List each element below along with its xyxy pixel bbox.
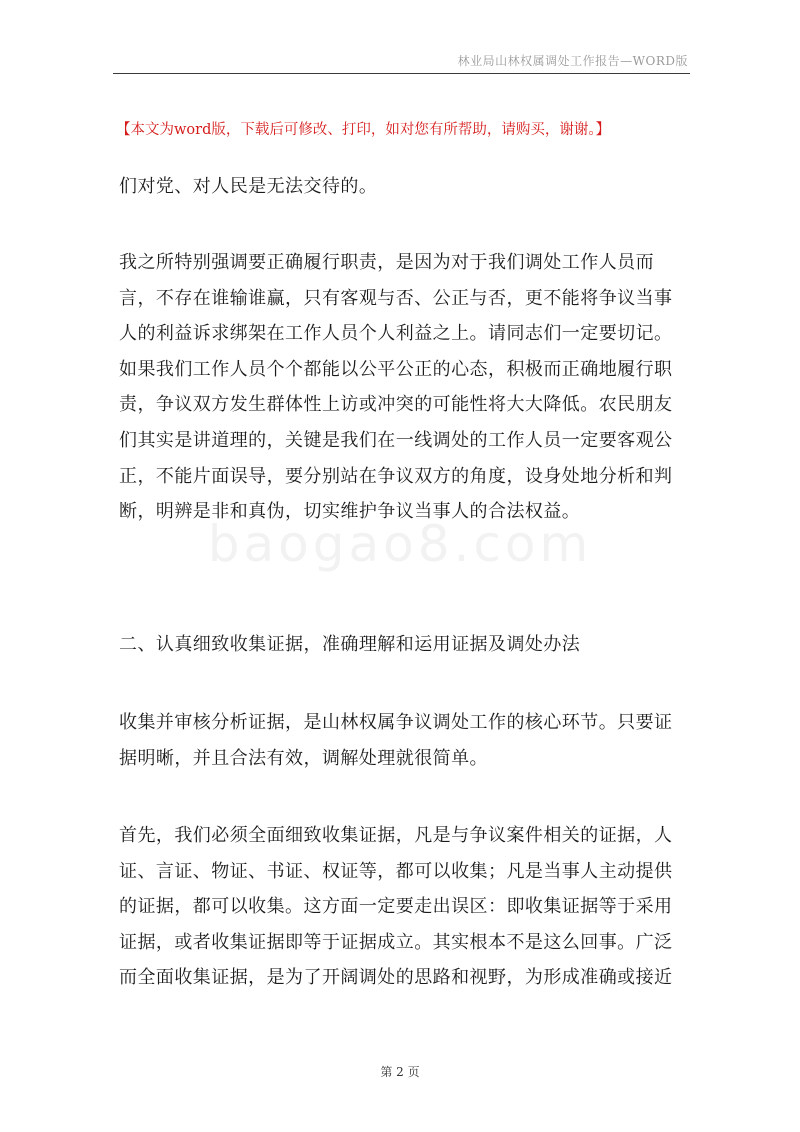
running-header: 林业局山林权属调处工作报告—WORD版 [457,54,688,68]
paragraph-continuation: 们对党、对人民是无法交待的。 [119,176,378,197]
section-heading: 二、认真细致收集证据，准确理解和运用证据及调处办法 [119,634,581,655]
paragraph-evidence-core: 收集并审核分析证据，是山林权属争议调处工作的核心环节。只要证据明晰，并且合法有效，调解处理就很简单。 [119,712,673,769]
header-rule [113,73,690,74]
page-number: 第 2 页 [380,1065,420,1079]
paragraph-evidence-collection: 首先，我们必须全面细致收集证据，凡是与争议案件相关的证据，人证、言证、物证、书证、权证等，都可以收集；凡是当事人主动提供的证据，都可以收集。这方面一定要走出误区：即收集证据等于采用证据，或者收集证据即等于证据成立。其实根本不是这么回事。广泛而全面收集证据，是为了开阔调处的思路和视野，为形成准确或接近 [119,825,673,989]
watermark: baogao8.com [207,515,593,573]
download-notice: 【本文为word版，下载后可修改、打印，如对您有所帮助，请购买，谢谢。】 [116,122,611,138]
paragraph-duty: 我之所特别强调要正确履行职责，是因为对于我们调处工作人员而言，不存在谁输谁赢，只有客观与否、公正与否，更不能将争议当事人的利益诉求绑架在工作人员个人利益之上。请同志们一定要切记。如果我们工作人员个个都能以公平公正的心态，积极而正确地履行职责，争议双方发生群体性上访或冲突的可能性将大大降低。农民朋友们其实是讲道理的，关键是我们在一线调处的工作人员一定要客观公正，不能片面误导，要分别站在争议双方的角度，设身处地分析和判断，明辨是非和真伪，切实维护争议当事人的合法权益。 [119,252,673,523]
